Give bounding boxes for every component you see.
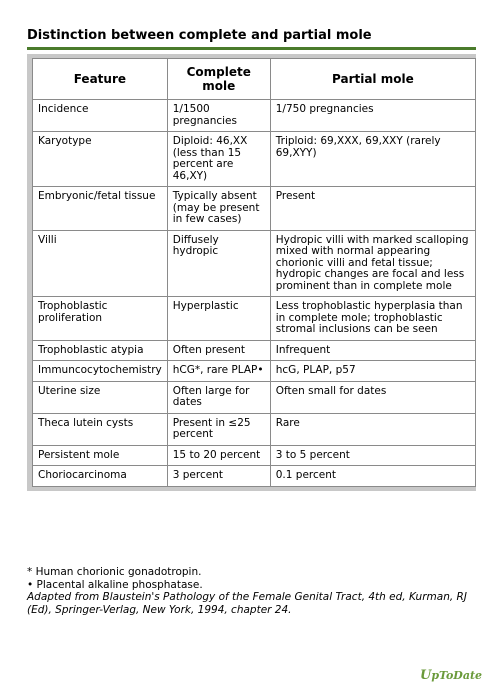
column-header-feature: Feature xyxy=(33,59,168,100)
table-row xyxy=(33,187,476,231)
feature-cell: Theca lutein cysts xyxy=(33,413,168,445)
partial-mole-cell: Triploid: 69,XXX, 69,XXY (rarely 69,XYY) xyxy=(270,132,475,187)
partial-mole-cell: Present xyxy=(270,187,475,231)
feature-cell: Karyotype xyxy=(33,132,168,187)
feature-cell: Villi xyxy=(33,230,168,297)
table-row xyxy=(33,132,476,187)
table-row xyxy=(33,297,476,341)
feature-cell: Persistent mole xyxy=(33,445,168,466)
footnotes xyxy=(27,566,467,616)
partial-mole-cell: Hydropic villi with marked scalloping mixed with normal appearing chorionic villi and fetal tissue; hydropic changes are focal and less prominent than in complete mole xyxy=(270,230,475,297)
logo-mark: U xyxy=(420,668,432,683)
table-row xyxy=(33,361,476,382)
partial-mole-cell: Infrequent xyxy=(270,340,475,361)
footnote-hcg: * Human chorionic gonadotropin. xyxy=(27,566,202,578)
table-row xyxy=(33,445,476,466)
partial-mole-cell: 1/750 pregnancies xyxy=(270,100,475,132)
complete-mole-cell: Diploid: 46,XX (less than 15 percent are 46,XY) xyxy=(167,132,270,187)
table-row xyxy=(33,100,476,132)
table-row xyxy=(33,381,476,413)
complete-mole-cell: 3 percent xyxy=(167,466,270,487)
complete-mole-cell: Present in ≤25 percent xyxy=(167,413,270,445)
complete-mole-cell: Hyperplastic xyxy=(167,297,270,341)
table-header-row xyxy=(33,59,476,100)
table-row xyxy=(33,230,476,297)
partial-mole-cell: Often small for dates xyxy=(270,381,475,413)
feature-cell: Trophoblastic proliferation xyxy=(33,297,168,341)
uptodate-logo xyxy=(420,668,482,683)
feature-cell: Choriocarcinoma xyxy=(33,466,168,487)
page-title: Distinction between complete and partial mole xyxy=(27,28,372,43)
title-divider xyxy=(27,47,476,50)
comparison-table xyxy=(32,58,476,487)
feature-cell: Incidence xyxy=(33,100,168,132)
complete-mole-cell: hCG*, rare PLAP• xyxy=(167,361,270,382)
complete-mole-cell: Typically absent (may be present in few cases) xyxy=(167,187,270,231)
column-header-complete-mole: Complete mole xyxy=(167,59,270,100)
table-row xyxy=(33,413,476,445)
citation: Adapted from Blaustein's Pathology of the Female Genital Tract, 4th ed, Kurman, RJ (Ed), Springer-Verlag, New York, 1994, chapter 24. xyxy=(27,591,467,616)
feature-cell: Immuncocytochemistry xyxy=(33,361,168,382)
complete-mole-cell: 1/1500 pregnancies xyxy=(167,100,270,132)
logo-text: pToDate xyxy=(431,669,482,682)
partial-mole-cell: Rare xyxy=(270,413,475,445)
column-header-partial-mole: Partial mole xyxy=(270,59,475,100)
feature-cell: Uterine size xyxy=(33,381,168,413)
table-row xyxy=(33,466,476,487)
complete-mole-cell: 15 to 20 percent xyxy=(167,445,270,466)
partial-mole-cell: hcG, PLAP, p57 xyxy=(270,361,475,382)
footnote-plap: • Placental alkaline phosphatase. xyxy=(27,578,203,591)
table-row xyxy=(33,340,476,361)
feature-cell: Embryonic/fetal tissue xyxy=(33,187,168,231)
partial-mole-cell: 3 to 5 percent xyxy=(270,445,475,466)
partial-mole-cell: Less trophoblastic hyperplasia than in complete mole; trophoblastic stromal inclusions can be seen xyxy=(270,297,475,341)
table-frame xyxy=(27,54,476,491)
complete-mole-cell: Diffusely hydropic xyxy=(167,230,270,297)
feature-cell: Trophoblastic atypia xyxy=(33,340,168,361)
partial-mole-cell: 0.1 percent xyxy=(270,466,475,487)
complete-mole-cell: Often present xyxy=(167,340,270,361)
complete-mole-cell: Often large for dates xyxy=(167,381,270,413)
